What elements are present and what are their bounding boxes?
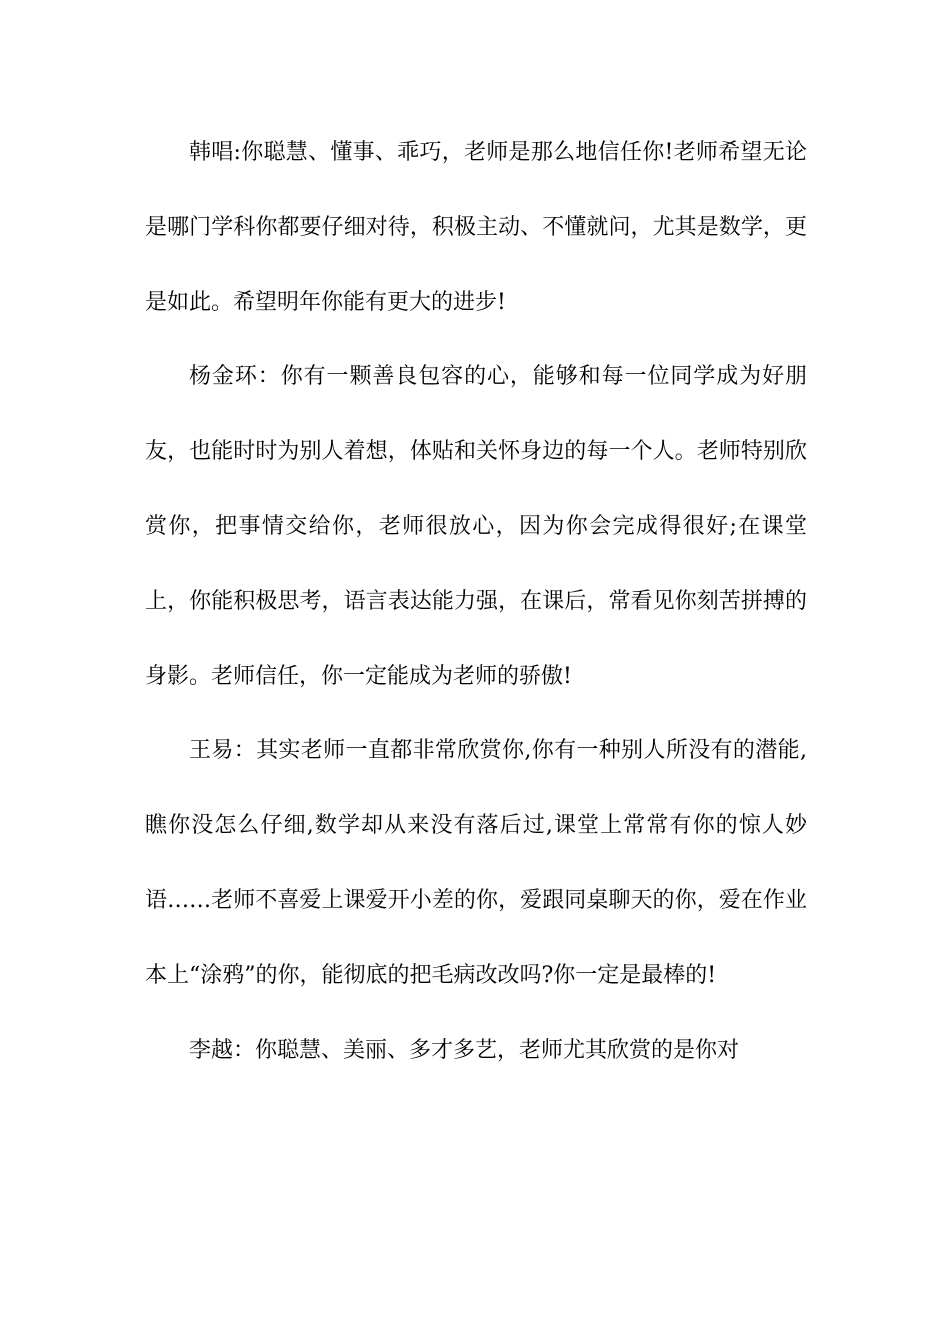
- paragraph-wang-yi: 王易：其实老师一直都非常欣赏你,你有一种别人所没有的潜能,瞧你没怎么仔细,数学却从来没有落后过,课堂上常常有你的惊人妙语……老师不喜爱上课爱开小差的你，爱跟同桌聊天的你，爱在作业本上“涂鸦”的你，能彻底的把毛病改改吗?你一定是最棒的!: [145, 738, 807, 988]
- paragraph-han-chang: 韩唱:你聪慧、懂事、乖巧，老师是那么地信任你!老师希望无论是哪门学科你都要仔细对待，积极主动、不懂就问，尤其是数学，更是如此。希望明年你能有更大的进步!: [145, 140, 807, 315]
- paragraph-li-yue: 李越：你聪慧、美丽、多才多艺，老师尤其欣赏的是你对: [189, 1037, 740, 1063]
- paragraph-yang-jinhuan: 杨金环：你有一颗善良包容的心，能够和每一位同学成为好朋友，也能时时为别人着想，体贴和关怀身边的每一个人。老师特别欣赏你，把事情交给你，老师很放心，因为你会完成得很好;在课堂上，你能积极思考，语言表达能力强，在课后，常看见你刻苦拼搏的身影。老师信任，你一定能成为老师的骄傲!: [145, 364, 807, 689]
- document-body: [145, 116, 807, 1088]
